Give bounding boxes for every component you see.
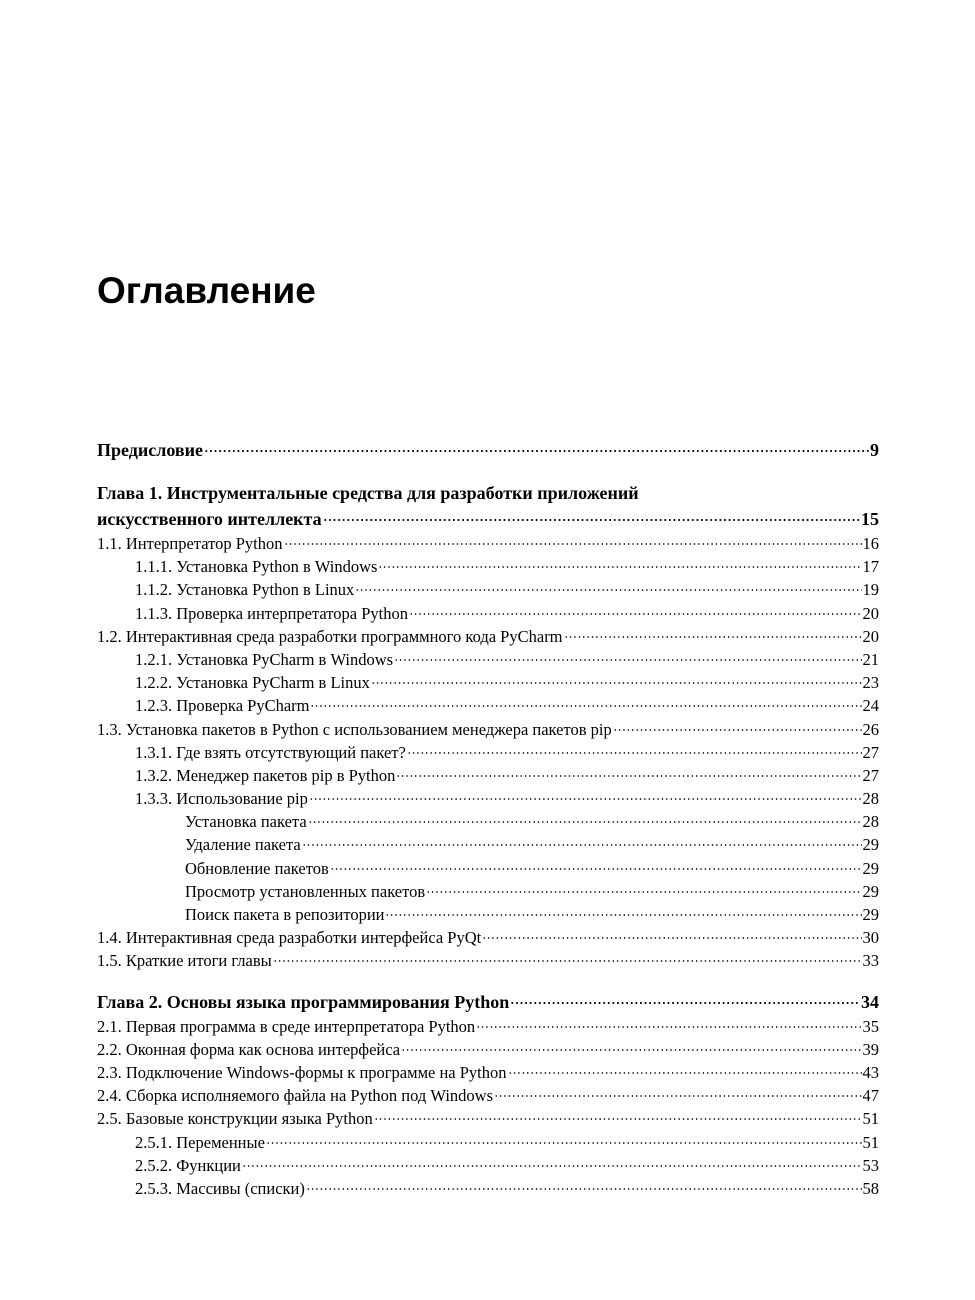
toc-page-number: 33 [862,951,879,971]
dot-leader [284,543,862,545]
toc-page-number: 21 [862,649,879,669]
toc-page-number: 23 [862,673,879,693]
toc-entry[interactable] [97,648,879,671]
toc-entry-label: 1.2.1. Установка PyCharm в Windows [135,649,394,669]
toc-entry-label: 2.4. Сборка исполняемого файла на Python под Windows [97,1086,494,1106]
toc-page-number: 51 [862,1132,879,1152]
dot-leader [564,636,862,638]
toc-page-number: 53 [862,1155,879,1175]
toc-entry-label: 1.1.3. Проверка интерпретатора Python [135,603,409,623]
toc-entry-label: 1.3. Установка пакетов в Python с использованием менеджера пакетов pip [97,719,612,739]
dot-leader [310,705,861,707]
toc-page-number: 43 [862,1062,879,1082]
toc-entry[interactable] [97,810,879,833]
dot-leader [407,752,862,754]
toc-entry[interactable] [97,1154,879,1177]
toc-page-number: 28 [862,789,879,809]
toc-entry-label: Глава 2. Основы языка программирования Python [97,991,510,1012]
dot-leader [204,450,869,452]
dot-leader [242,1165,862,1167]
toc-entry[interactable] [97,903,879,926]
toc-page-number: 20 [862,603,879,623]
dot-leader [508,1072,862,1074]
toc-chapter1-title-line1[interactable]: Глава 1. Инструментальные средства для разработки приложений [97,483,639,503]
dot-leader [273,960,862,962]
toc-entry-label: 1.5. Краткие итоги главы [97,951,272,971]
toc-page-number: 19 [862,580,879,600]
toc-chapter2[interactable] [97,989,879,1015]
toc-entry-label: Удаление пакета [185,835,301,855]
dot-leader [309,798,862,800]
dot-leader [510,1002,860,1004]
toc-entry-label: 2.2. Оконная форма как основа интерфейса [97,1039,401,1059]
toc-entry[interactable] [97,1015,879,1038]
toc-page-number: 35 [862,1016,879,1036]
toc-preface[interactable] [97,437,879,463]
dot-leader [306,1188,862,1190]
toc-page-number: 30 [862,928,879,948]
toc-chapter1[interactable] [97,506,879,532]
toc-entry-label: 2.1. Первая программа в среде интерпретатора Python [97,1016,476,1036]
toc-entry-label: 1.1.1. Установка Python в Windows [135,557,378,577]
toc-entry[interactable] [97,1107,879,1130]
toc-entry-label: Установка пакета [185,812,307,832]
dot-leader [613,729,862,731]
dot-leader [401,1049,861,1051]
toc-entry-label: 1.2.2. Установка PyCharm в Linux [135,673,370,693]
toc-entry-label: 2.5.2. Функции [135,1155,241,1175]
toc-page-number: 47 [862,1086,879,1106]
toc-entry[interactable] [97,578,879,601]
toc-page-number: 15 [861,509,879,529]
toc-entry[interactable] [97,602,879,625]
dot-leader [394,659,861,661]
dot-leader [426,891,861,893]
toc-entry-label: 1.1. Интерпретатор Python [97,534,283,553]
toc-entry-label: Просмотр установленных пакетов [185,881,426,901]
toc-page-number: 16 [862,534,879,553]
toc-entry-label: Обновление пакетов [185,858,329,878]
dot-leader [355,589,861,591]
toc-entry[interactable] [97,532,879,555]
toc-page-number: 26 [862,719,879,739]
toc-entry[interactable] [97,1061,879,1084]
dot-leader [371,682,862,684]
toc-entry[interactable] [97,741,879,764]
toc-page-number: 28 [862,812,879,832]
toc-entry-label: 2.3. Подключение Windows-формы к программе на Python [97,1062,507,1082]
toc-entry-label: 1.4. Интерактивная среда разработки интерфейса PyQt [97,928,482,948]
toc-entry[interactable] [97,1177,879,1200]
toc-entry-label: 1.3.2. Менеджер пакетов pip в Python [135,765,396,785]
dot-leader [385,914,861,916]
toc-entry-label: Поиск пакета в репозитории [185,905,385,924]
toc-page-number: 27 [862,765,879,785]
toc-entry-label: Предисловие [97,440,203,460]
toc-page-number: 9 [870,440,879,460]
toc-entry[interactable] [97,787,879,810]
dot-leader [374,1118,862,1120]
dot-leader [323,519,860,521]
toc-entry-label: искусственного интеллекта [97,509,322,529]
toc-entry-label: 1.2. Интерактивная среда разработки программного кода PyCharm [97,626,563,646]
page-title: Оглавление [97,270,316,311]
toc-entry[interactable] [97,926,879,949]
dot-leader [330,868,862,870]
toc-page-number: 29 [862,858,879,878]
toc-page-number: 17 [862,557,879,577]
toc-page-number: 20 [862,626,879,646]
toc-entry[interactable] [97,949,879,972]
dot-leader [476,1026,861,1028]
toc-entry[interactable] [97,555,879,578]
toc-entry-label: 2.5. Базовые конструкции языка Python [97,1109,373,1129]
dot-leader [266,1142,862,1144]
toc-entry[interactable] [97,880,879,903]
toc-entry[interactable] [97,857,879,880]
toc-entry[interactable] [97,1084,879,1107]
toc-page-number: 39 [862,1039,879,1059]
toc-entry[interactable] [97,764,879,787]
dot-leader [308,821,862,823]
toc-entry-label: 1.2.3. Проверка PyCharm [135,696,310,716]
dot-leader [302,844,862,846]
toc-page-number: 58 [862,1178,879,1198]
dot-leader [378,566,861,568]
toc-page-number: 29 [862,835,879,855]
dot-leader [494,1095,861,1097]
toc-entry-label: 1.1.2. Установка Python в Linux [135,580,355,600]
dot-leader [396,775,861,777]
toc-page-number: 29 [862,881,879,901]
toc-page-number: 29 [862,905,879,924]
toc-entry-label: 2.5.3. Массивы (списки) [135,1178,305,1198]
toc-entry-label: 1.3.3. Использование pip [135,789,308,809]
table-of-contents [97,437,879,1200]
toc-entry-label: 2.5.1. Переменные [135,1132,265,1152]
toc-entry[interactable] [97,833,879,856]
dot-leader [409,613,861,615]
toc-page-number: 51 [862,1109,879,1129]
toc-page-number: 34 [861,991,879,1012]
toc-entry-label: 1.3.1. Где взять отсутствующий пакет? [135,742,406,762]
toc-page-number: 27 [862,742,879,762]
toc-entry[interactable] [97,1038,879,1061]
toc-entry[interactable] [97,1131,879,1154]
toc-entry[interactable] [97,718,879,741]
dot-leader [482,937,861,939]
toc-entry[interactable] [97,671,879,694]
toc-entry[interactable] [97,694,879,717]
toc-page-number: 24 [862,696,879,716]
toc-entry[interactable] [97,625,879,648]
